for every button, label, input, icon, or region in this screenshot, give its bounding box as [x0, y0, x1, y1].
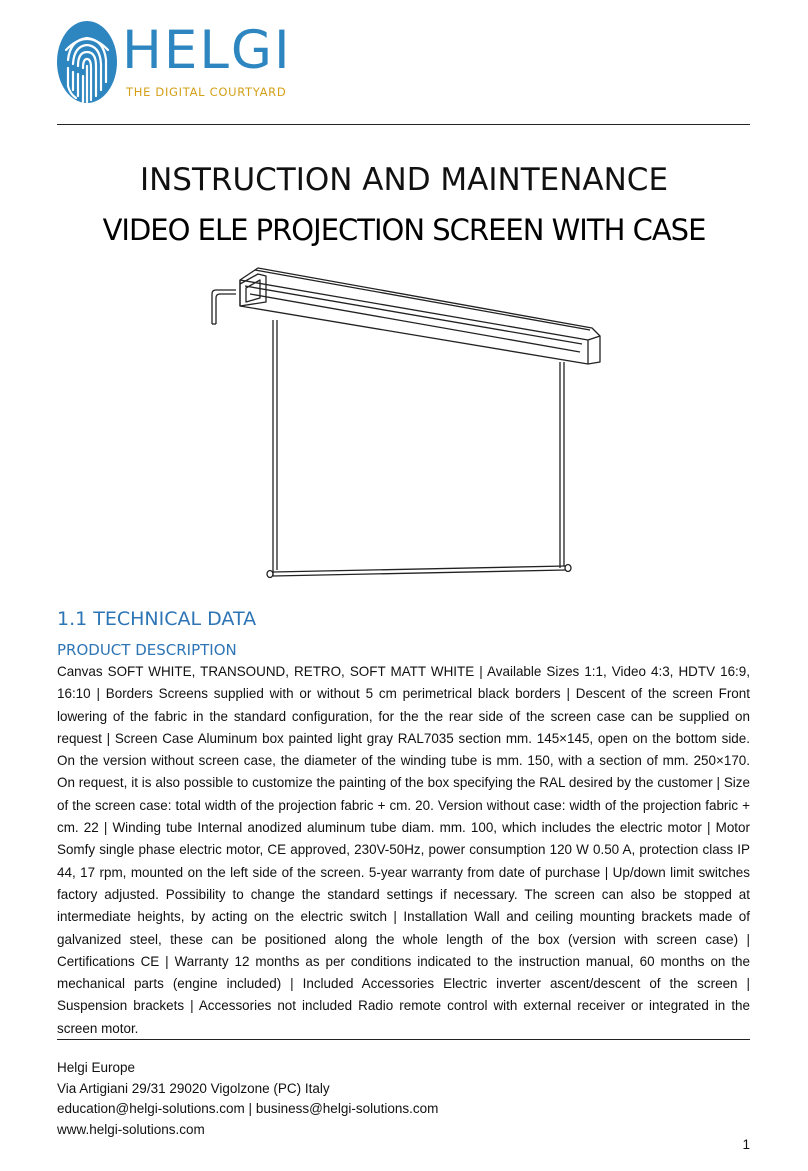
document-title: INSTRUCTION AND MAINTENANCE — [139, 162, 669, 198]
page-number: 1 — [742, 1137, 750, 1152]
footer-emails: education@helgi-solutions.com | business@helgi-solutions.com — [57, 1101, 439, 1116]
footer-divider — [57, 1039, 750, 1040]
footer — [57, 1058, 750, 1140]
footer-website: www.helgi-solutions.com — [57, 1121, 205, 1137]
section-heading: 1.1 TECHNICAL DATA — [57, 608, 257, 630]
product-description-text: Canvas SOFT WHITE, TRANSOUND, RETRO, SOFT MATT WHITE | Available Sizes 1:1, Video 4:3, HDTV 16:9, 16:10 | Borders Screens supplied with or without 5 cm perimetrical black borders | Descent of the screen Front lowering of the fabric in the standard configuration, for the the rear side of the screen case can be supplied on request | Screen Case Aluminum box painted light gray RAL7035 section mm. 145×145, open on the bottom side. On the version without screen case, the diameter of the winding tube is mm. 150, with a section of mm. 250×170. On request, it is also possible to customize the painting of the box specifying the RAL desired by the customer | Size of the screen case: total width of the projection fabric + cm. 20. Version without case: width of the projection fabric + cm. 22 | Winding tube Internal anodized aluminum tube diam. mm. 100, which includes the electric motor | Motor Somfy single phase electric motor, CE approved, 230V-50Hz, power consumption 120 W 0.50 A, protection class IP 44, 17 rpm, mounted on the left side of the screen. 5-year warranty from date of purchase | Up/down limit switches factory adjusted. Possibility to change the standard settings if necessary. The screen can also be stopped at intermediate heights, by acting on the electric switch | Installation Wall and ceiling mounting brackets made of galvanized steel, these can be positioned along the whole length of the box (version with screen case) | Certifications CE | Warranty 12 months as per conditions indicated to the instruction manual, 60 months on the mechanical parts (engine included) | Included Accessories Electric inverter ascent/descent of the screen | Suspension brackets | Accessories not included Radio remote control with external receiver or integrated in the screen motor. — [57, 664, 750, 1036]
footer-company: Helgi Europe — [57, 1060, 136, 1075]
footer-address: Via Artigiani 29/31 29020 Vigolzone (PC) Italy — [57, 1080, 330, 1096]
projection-screen-illustration — [200, 262, 610, 588]
document-subtitle: VIDEO ELE PROJECTION SCREEN WITH CASE — [102, 213, 706, 247]
logo-wordmark: HELGI — [122, 20, 292, 81]
header-divider — [57, 124, 750, 125]
logo-tagline: THE DIGITAL COURTYARD — [126, 85, 287, 99]
fingerprint-logo-icon — [56, 20, 118, 104]
section-subheading: PRODUCT DESCRIPTION — [57, 641, 237, 659]
